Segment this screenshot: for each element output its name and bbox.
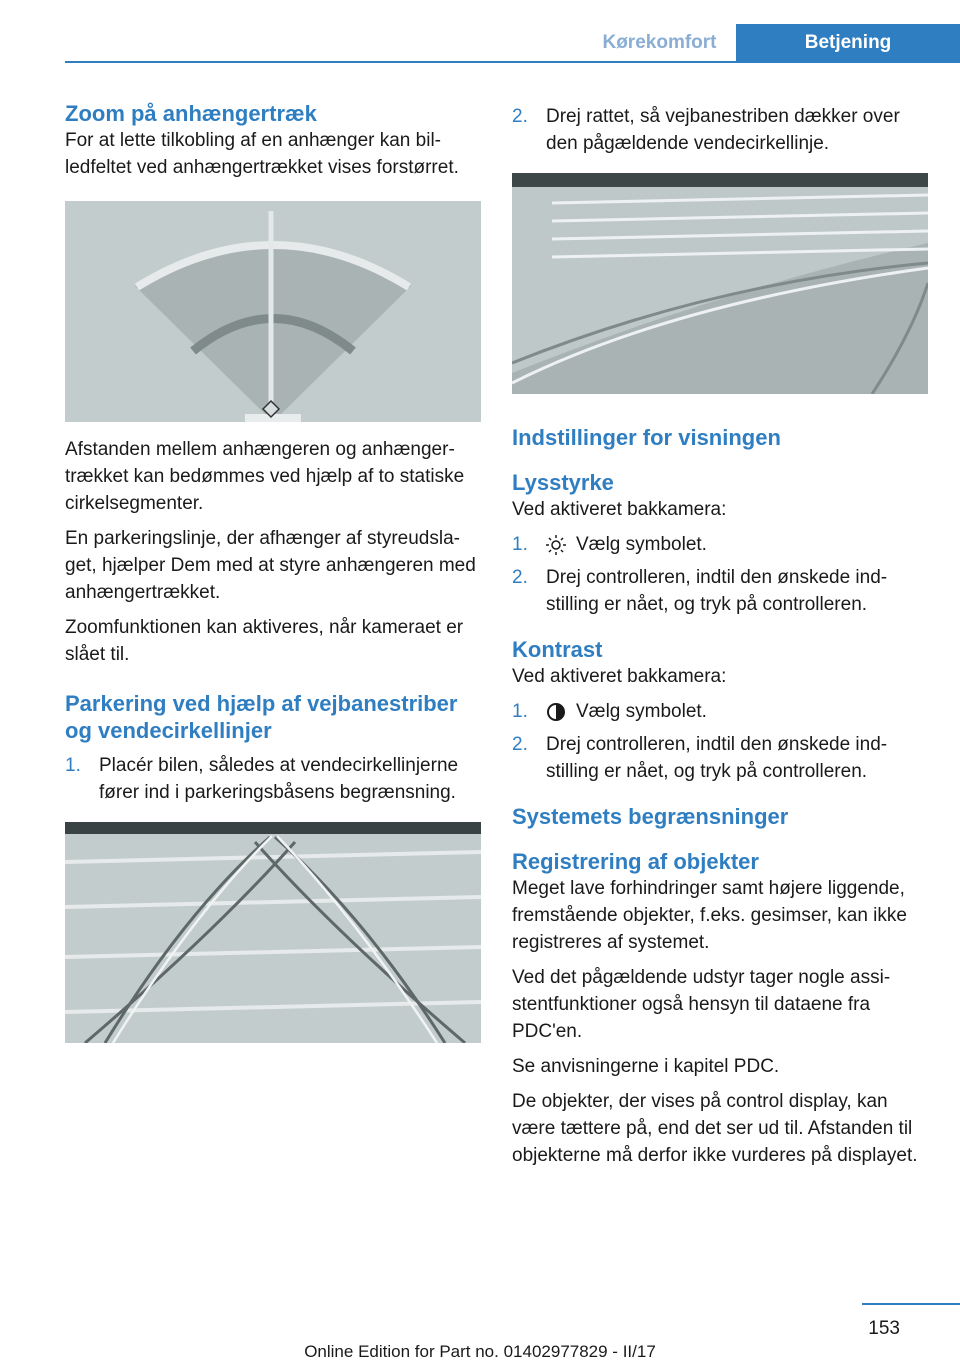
step-text: Drej rattet, så vejbanestriben dækker over den pågældende vendecirkellinje. xyxy=(546,106,900,154)
step-number: 1. xyxy=(512,701,528,722)
sun-icon[interactable] xyxy=(546,535,566,555)
contrast-intro: Ved aktiveret bakkamera: xyxy=(512,666,727,687)
list-item xyxy=(512,531,928,558)
step-text: Drej controlleren, indtil den ønskede indstilling er nået, og tryk på controlleren. xyxy=(546,734,888,782)
step-number: 2. xyxy=(512,567,528,588)
parking-lines-image xyxy=(65,822,481,1043)
parking-steps xyxy=(65,752,481,806)
parking-steps-cont xyxy=(512,103,928,157)
step-number: 2. xyxy=(512,106,528,127)
edition-footer: Online Edition for Part no. 01402977829 - II/17 xyxy=(304,1342,656,1361)
step-number: 1. xyxy=(512,534,528,555)
header-rule xyxy=(65,61,960,63)
list-item xyxy=(512,698,928,725)
paragraph-parking-line: En parkeringslinje, der afhænger af styreudslaget, hjælper Dem med at styre anhængeren med anhængertrækket. xyxy=(65,528,476,603)
limits-heading: Systemets begrænsninger xyxy=(512,804,789,829)
paragraph-assist: Ved det pågældende udstyr tager nogle assistentfunktioner også hensyn til dataene fra PDC'en. xyxy=(512,967,891,1042)
lane-line-turning-circle-image xyxy=(512,173,928,394)
brightness-heading: Lysstyrke xyxy=(512,470,614,495)
step-number: 2. xyxy=(512,734,528,755)
right-column xyxy=(512,100,928,1177)
paragraph-zoom-function: Zoomfunktionen kan aktiveres, når kameraet er slået til. xyxy=(65,617,464,665)
list-item xyxy=(65,752,481,806)
contrast-icon[interactable] xyxy=(546,702,566,722)
trailer-hitch-zoom-image xyxy=(65,201,481,422)
tab-betjening[interactable]: Betjening xyxy=(736,24,960,62)
step-text: Vælg symbolet. xyxy=(576,701,707,722)
footer-rule xyxy=(862,1303,960,1305)
tab-korekomfort[interactable]: Kørekomfort xyxy=(602,32,717,53)
step-text: Placér bilen, således at vendecirkellinjerne fører ind i parkeringsbåsens begrænsning. xyxy=(99,755,459,803)
paragraph-pdc-reference: Se anvisningerne i kapitel PDC. xyxy=(512,1056,780,1077)
step-text: Drej controlleren, indtil den ønskede indstilling er nået, og tryk på controlleren. xyxy=(546,567,888,615)
step-number: 1. xyxy=(65,755,81,776)
list-item xyxy=(512,731,928,785)
list-item xyxy=(512,564,928,618)
contrast-steps xyxy=(512,698,928,785)
brightness-intro: Ved aktiveret bakkamera: xyxy=(512,499,727,520)
zoom-intro: For at lette tilkobling af en anhænger kan billedfeltet ved anhængertrækket vises forstørret. xyxy=(65,130,459,178)
brightness-steps xyxy=(512,531,928,618)
parking-heading: Parkering ved hjælp af vejbanestriber og vendecirkellinjer xyxy=(65,691,458,743)
objects-heading: Registrering af objekter xyxy=(512,849,759,874)
list-item xyxy=(512,103,928,157)
left-column xyxy=(65,100,481,1059)
zoom-heading: Zoom på anhængertræk xyxy=(65,101,317,126)
paragraph-distance: Afstanden mellem anhængeren og anhængertrækket kan bedømmes ved hjælp af to statiske cirkelsegmenter. xyxy=(65,439,465,514)
paragraph-objects: Meget lave forhindringer samt højere liggende, fremstående objekter, f.eks. gesimser, kan ikke registreres af systemet. xyxy=(512,878,907,953)
contrast-heading: Kontrast xyxy=(512,637,603,662)
settings-heading: Indstillinger for visningen xyxy=(512,425,781,450)
page-number: 153 xyxy=(868,1318,900,1339)
paragraph-display: De objekter, der vises på control display, kan være tættere på, end det ser ud til. Afstanden til objekterne må derfor ikke vurderes på displayet. xyxy=(512,1091,918,1166)
step-text: Vælg symbolet. xyxy=(576,534,707,555)
